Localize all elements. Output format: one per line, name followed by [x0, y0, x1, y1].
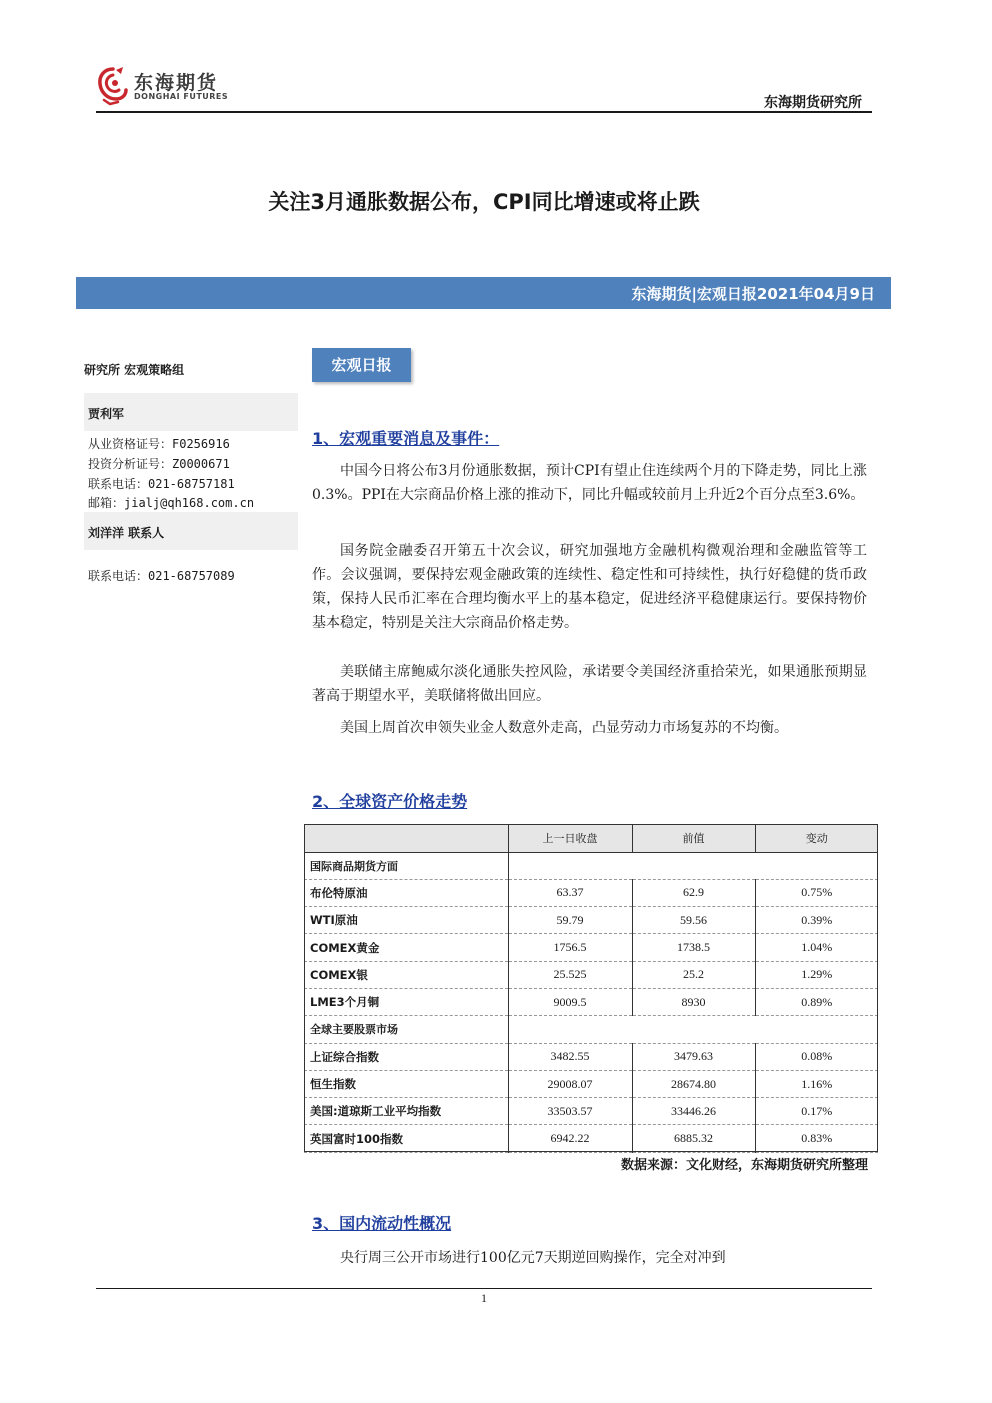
data-source-note: 数据来源：文化财经，东海期货研究所整理 — [620, 1158, 868, 1173]
sidebar-dept: 研究所 宏观策略组 — [84, 363, 185, 377]
close-value: 9009.5 — [508, 988, 632, 1015]
section-tag: 宏观日报 — [312, 348, 411, 382]
section1-paragraph-4: 美国上周首次申领失业金人数意外走高，凸显劳动力市场复苏的不均衡。 — [340, 720, 788, 736]
analyst1-name: 贾利军 — [88, 407, 125, 421]
analyst1-name-box — [84, 393, 298, 431]
asset-name: LME3个月铜 — [304, 988, 508, 1015]
category-stocks: 全球主要股票市场 — [304, 1016, 508, 1043]
table-header-cell: 上一日收盘 — [508, 824, 632, 852]
table-row — [304, 934, 878, 961]
dragon-logo-icon — [96, 66, 130, 106]
analyst2-name-box — [84, 512, 298, 550]
analyst1-phone: 联系电话：021-68757181 — [88, 477, 235, 491]
section1-paragraph-1: 中国今日将公布3月份通胀数据，预计CPI有望止住连续两个月的下降走势，同比上涨0.3%。PPI在大宗商品价格上涨的推动下，同比升幅或较前月上升近2个百分点至3.6%。 — [312, 463, 867, 503]
footer-divider — [96, 1288, 872, 1289]
asset-name: 布伦特原油 — [304, 879, 508, 906]
logo-english-text: DONGHAI FUTURES — [134, 92, 229, 101]
analyst1-email[interactable]: 邮箱：jialj@qh168.com.cn — [88, 496, 255, 510]
asset-name: WTI原油 — [304, 907, 508, 934]
change-value: 0.17% — [755, 1098, 878, 1125]
close-value: 3482.55 — [508, 1043, 632, 1070]
table-row — [304, 988, 878, 1015]
prev-value: 6885.32 — [632, 1125, 755, 1152]
table-row — [304, 961, 878, 988]
asset-name: 上证综合指数 — [304, 1043, 508, 1070]
table-category-row — [304, 852, 878, 879]
asset-name: 恒生指数 — [304, 1070, 508, 1097]
asset-name: 美国:道琼斯工业平均指数 — [304, 1098, 508, 1125]
close-value: 25.525 — [508, 961, 632, 988]
table-row — [304, 1043, 878, 1070]
table-header-cell — [304, 824, 508, 852]
change-value: 0.39% — [755, 907, 878, 934]
close-value: 59.79 — [508, 907, 632, 934]
table-header-cell: 变动 — [755, 824, 878, 852]
table-header-row — [304, 824, 878, 852]
table-row — [304, 907, 878, 934]
section1-paragraph-2: 国务院金融委召开第五十次会议，研究加强地方金融机构微观治理和金融监管等工作。会议强调，要保持宏观金融政策的连续性、稳定性和可持续性，执行好稳健的货币政策，保持人民币汇率在合理均衡水平上的基本稳定，促进经济平稳健康运行。要保持物价基本稳定，特别是关注大宗商品价格走势。 — [312, 543, 867, 631]
change-value: 0.89% — [755, 988, 878, 1015]
analyst1-invest-cert: 投资分析证号：Z0000671 — [88, 457, 230, 471]
header-divider — [96, 111, 872, 113]
table-category-row — [304, 1016, 878, 1043]
section1-paragraph-3: 美联储主席鲍威尔淡化通胀失控风险，承诺要令美国经济重拾荣光，如果通胀预期显著高于期望水平，美联储将做出回应。 — [312, 664, 867, 704]
change-value: 1.29% — [755, 961, 878, 988]
section1-heading: 1、宏观重要消息及事件： — [312, 429, 500, 448]
prev-value: 1738.5 — [632, 934, 755, 961]
change-value: 1.16% — [755, 1070, 878, 1097]
section3-paragraph: 央行周三公开市场进行100亿元7天期逆回购操作，完全对冲到 — [340, 1250, 726, 1266]
close-value: 29008.07 — [508, 1070, 632, 1097]
close-value: 6942.22 — [508, 1125, 632, 1152]
analyst2-phone: 联系电话：021-68757089 — [88, 569, 235, 583]
prev-value: 62.9 — [632, 879, 755, 906]
change-value: 0.83% — [755, 1125, 878, 1152]
section2-heading: 2、全球资产价格走势 — [312, 792, 468, 811]
category-commodities: 国际商品期货方面 — [304, 852, 508, 879]
table-header-cell: 前值 — [632, 824, 755, 852]
change-value: 0.08% — [755, 1043, 878, 1070]
table-row — [304, 1125, 878, 1152]
close-value: 33503.57 — [508, 1098, 632, 1125]
analyst2-name: 刘洋洋 联系人 — [88, 526, 165, 540]
asset-name: 英国富时100指数 — [304, 1125, 508, 1152]
asset-price-table — [304, 824, 878, 1153]
table-row — [304, 1070, 878, 1097]
asset-name: COMEX黄金 — [304, 934, 508, 961]
header-org-name: 东海期货研究所 — [764, 95, 862, 111]
banner-text: 东海期货|宏观日报2021年04月9日 — [631, 285, 875, 303]
company-logo — [96, 64, 236, 110]
prev-value: 25.2 — [632, 961, 755, 988]
prev-value: 33446.26 — [632, 1098, 755, 1125]
close-value: 63.37 — [508, 879, 632, 906]
close-value: 1756.5 — [508, 934, 632, 961]
prev-value: 8930 — [632, 988, 755, 1015]
change-value: 0.75% — [755, 879, 878, 906]
prev-value: 3479.63 — [632, 1043, 755, 1070]
prev-value: 59.56 — [632, 907, 755, 934]
page-number: 1 — [481, 1291, 487, 1305]
table-row — [304, 879, 878, 906]
table-row — [304, 1098, 878, 1125]
section3-heading: 3、国内流动性概况 — [312, 1214, 452, 1233]
report-banner — [76, 277, 891, 309]
analyst1-cert: 从业资格证号：F0256916 — [88, 437, 230, 451]
prev-value: 28674.80 — [632, 1070, 755, 1097]
asset-name: COMEX银 — [304, 961, 508, 988]
logo-chinese-text: 东海期货 — [134, 72, 219, 94]
document-title: 关注3月通胀数据公布，CPI同比增速或将止跌 — [268, 190, 700, 214]
change-value: 1.04% — [755, 934, 878, 961]
